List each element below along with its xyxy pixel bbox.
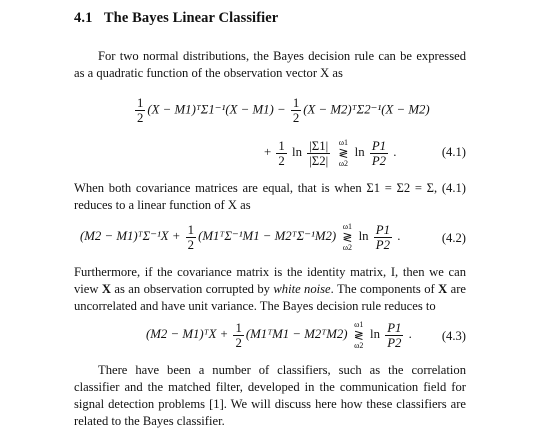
ln-operator: ln: [370, 326, 380, 341]
eq41-term-1: (X − M1)ᵀΣ1⁻¹(X − M1) −: [147, 102, 289, 117]
paragraph-equal-covariance: When both covariance matrices are equal, that is when Σ1 = Σ2 = Σ, (4.1) reduces to a linear function of X as: [74, 181, 466, 212]
equation-4-3: (M2 − M1)ᵀX + $\frac{1}{2}$ (M1ᵀM1 − M2ᵀM2) ω1 ≷ ω2 ln $\frac{P1}{P2}$ .: [146, 320, 412, 350]
decision-symbol: ω1 ≷ ω2: [353, 320, 364, 350]
equation-4-1-line-1: [133, 96, 430, 125]
equation-4-1-line-2: + $\frac{1}{2}$ ln $\frac{|\Sigma 1|}{|\Sigma 2|}$ ω1 ≷ ω2 ln $\frac{P1}{P2}$ .: [264, 138, 397, 168]
fraction-half: $\frac{1}{2}$: [187, 222, 195, 252]
ln-operator: ln: [358, 228, 369, 243]
equation-number-4-2: (4.2): [441, 231, 466, 245]
fraction-half: $\frac{1}{2}$: [292, 96, 300, 125]
plus-sign: +: [264, 144, 272, 159]
fraction-half: $\frac{1}{2}$: [278, 138, 285, 168]
eq42-term-2: (M1ᵀΣ⁻¹M1 − M2ᵀΣ⁻¹M2): [198, 228, 337, 243]
fraction-prior-ratio: $\frac{P1}{P2}$: [387, 320, 402, 350]
section-number: 4.1: [74, 10, 93, 26]
ln-operator: ln: [354, 144, 365, 159]
equation-number-4-1: (4.1): [441, 145, 466, 159]
equation-4-2: (M2 − M1)ᵀΣ⁻¹X + $\frac{1}{2}$ (M1ᵀΣ⁻¹M1 − M2ᵀΣ⁻¹M2) ω1 ≷ ω2 ln $\frac{P1}{P2}$ .: [80, 222, 401, 252]
fraction-half: $\frac{1}{2}$: [235, 320, 242, 350]
fraction-half: $\frac{1}{2}$: [137, 96, 144, 125]
eq42-term-1: (M2 − M1)ᵀΣ⁻¹X +: [80, 228, 184, 243]
fraction-prior-ratio: $\frac{P1}{P2}$: [371, 138, 387, 168]
eq43-term-2: (M1ᵀM1 − M2ᵀM2): [245, 326, 348, 341]
eq41-term-2: (X − M2)ᵀΣ2⁻¹(X − M2): [303, 102, 430, 117]
equation-number-4-3: (4.3): [441, 329, 466, 343]
section-heading: [74, 10, 278, 27]
decision-symbol: ω1 ≷ ω2: [342, 222, 353, 252]
section-title: The Bayes Linear Classifier: [103, 10, 279, 26]
paragraph-intro: For two normal distributions, the Bayes decision rule can be expressed as a quadratic function of the observation vector X as: [74, 49, 466, 80]
fraction-prior-ratio: $\frac{P1}{P2}$: [375, 222, 391, 252]
paragraph-classifiers: There have been a number of classifiers, such as the correlation classifier and the matched filter, developed in the communication field for signal detection problems [1]. We will discuss here how these classifiers are related to the Bayes classifier.: [74, 363, 466, 428]
paragraph-identity-covariance: Furthermore, if the covariance matrix is the identity matrix, I, then we can view X as an observation corrupted by white noise. The components of X are uncorrelated and have unit variance. The Bayes decision rule reduces to: [74, 265, 466, 313]
decision-symbol: ω1 ≷ ω2: [338, 138, 349, 168]
fraction-det-ratio: $\frac{|\Sigma 1|}{|\Sigma 2|}$: [309, 138, 329, 168]
eq43-term-1: (M2 − M1)ᵀX +: [146, 326, 232, 341]
ln-operator: ln: [292, 144, 302, 159]
